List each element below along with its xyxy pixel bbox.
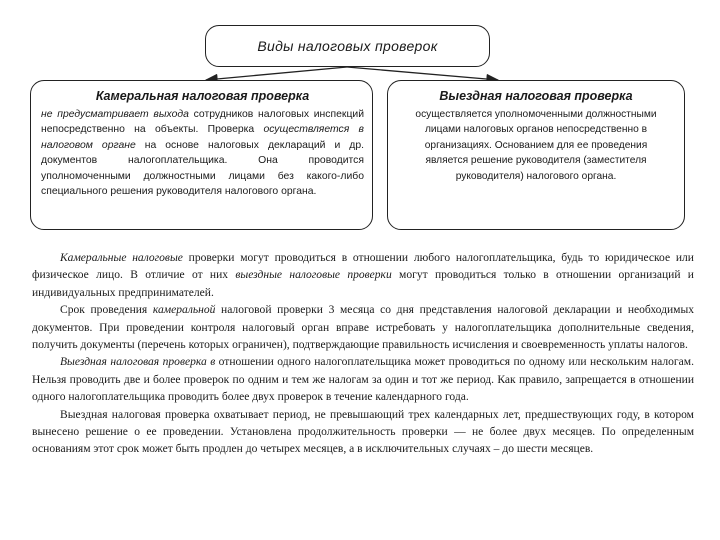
diagram-title-box	[205, 25, 490, 67]
p3-b: отношении одного налогоплательщика может проводиться по одному или нескольким налогам. Нельзя проводить две и более проверок по одним и тем же налогам за один и тот же период. Как правило, запрещается в отношении одного налогоплательщика проводить более двух проверок в течение календарного года.	[32, 356, 694, 404]
p3-a: Выездная налоговая проверка в	[60, 356, 216, 369]
desk-audit-text-d: на основе налоговых деклараций и др. документов налогоплательщика. Она проводится уполномоченными должностными лицами без какого-либо специального решения руководителя налогового органа.	[41, 139, 364, 198]
p2-c: налоговой проверки 3 месяца со дня представления налоговой декларации и необходимых документов. При проведении контроля налоговый орган вправе истребовать у налогоплательщика дополнительные сведения, получить документы (перечень которых ограничен), подтверждающие правильность исчисления и своевременность уплаты налогов.	[32, 304, 695, 352]
arrow-left	[206, 67, 347, 80]
paragraph-4: Выездная налоговая проверка охватывает период, не превышающий трех календарных лет, предшествующих году, в котором вынесено решение о ее проведении. Установлена продолжительность проверки — не более двух месяцев. По определенным основаниям этот срок может быть продлен до четырех месяцев, а в исключительных случаях – до шести месяцев.	[32, 408, 694, 456]
desk-audit-box	[30, 80, 373, 230]
desk-audit-text-a: не предусматривает выхода	[41, 109, 189, 120]
p2-a: Срок проведения	[60, 304, 153, 317]
p1-c: выездные налоговые проверки	[235, 269, 392, 282]
p1-d: могут проводиться только в отношении организаций и индивидуальных предпринимателей.	[32, 269, 694, 299]
diagram-title: Виды налоговых проверок	[257, 38, 438, 54]
p1-b: проверки могут проводиться в отношении любого налогоплательщика, будь то юридическое или физическое лицо. В отличие от них	[32, 252, 694, 282]
paragraph-2	[32, 302, 694, 354]
desk-audit-text-c: осуществляется в налоговом органе	[41, 124, 364, 151]
paragraph-1	[32, 250, 694, 302]
desk-audit-title: Камеральная налоговая проверка	[95, 89, 310, 103]
desk-audit-text-b: сотрудников налоговых инспекций непосредственно на объекты. Проверка	[41, 109, 365, 136]
body-text	[32, 250, 694, 459]
arrow-right	[347, 67, 498, 80]
field-audit-title: Выездная налоговая проверка	[439, 89, 633, 103]
desk-audit-text	[41, 107, 364, 199]
p1-a: Камеральные налоговые	[60, 252, 183, 264]
field-audit-text: осуществляется уполномоченными должностными лицами налоговых органов непосредственно в организациях. Основанием для ее проведения является решение руководителя (заместителя руководителя) налогового органа.	[415, 109, 657, 182]
paragraph-3	[32, 354, 694, 406]
p2-b: камеральной	[152, 304, 216, 317]
field-audit-box	[387, 80, 685, 230]
